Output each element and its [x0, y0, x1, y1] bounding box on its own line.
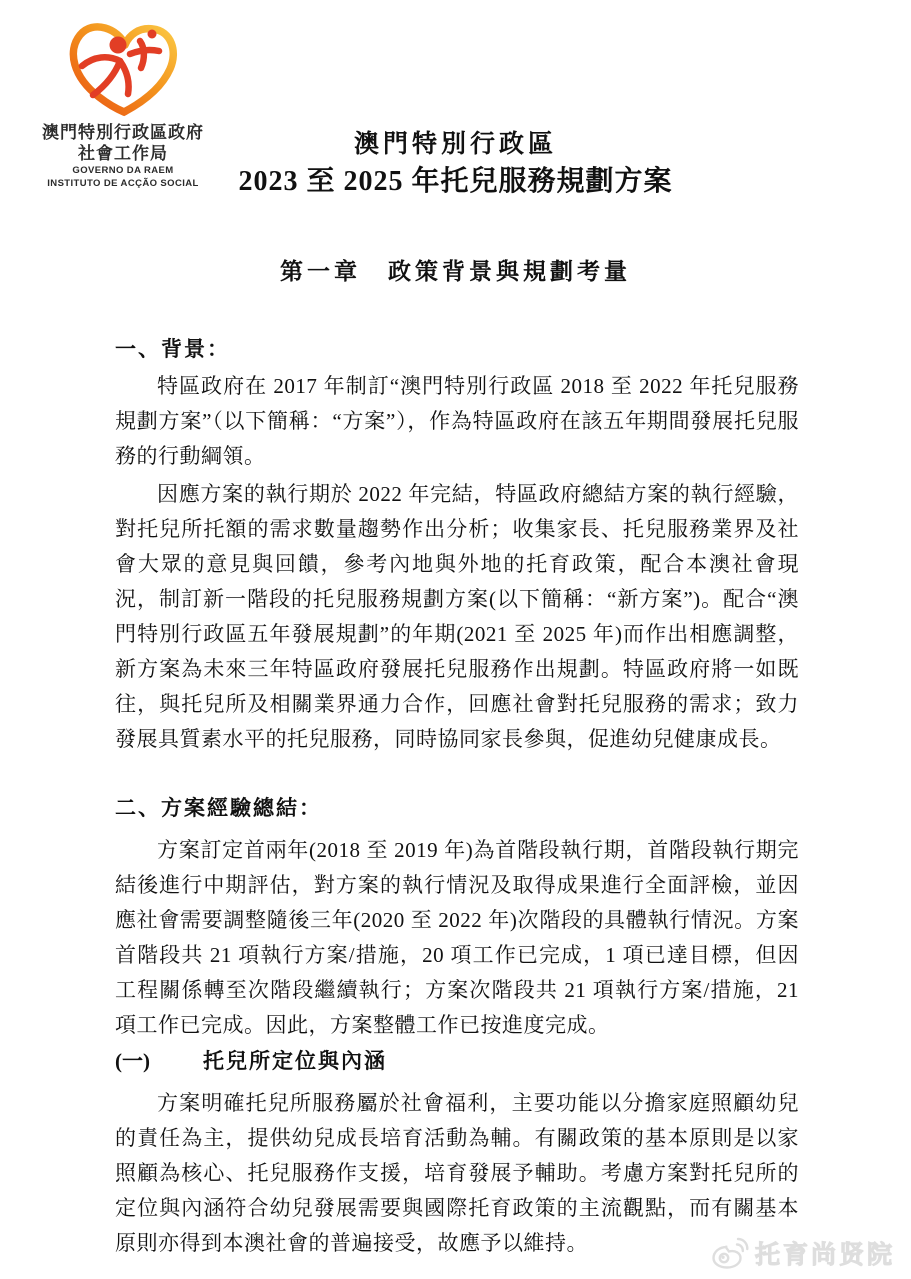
subsection-1-paragraph-1: 方案明確托兒所服務屬於社會福利，主要功能以分擔家庭照顧幼兒的責任為主，提供幼兒成長培育活動為輔。有關政策的基本原則是以家照顧為核心、托兒服務作支援，培育發展予輔助。考慮方案對托兒所的定位與內涵符合幼兒發展需要與國際托育政策的主流觀點，而有關基本原則亦得到本澳社會的普遍接受，故應予以維持。	[115, 1091, 799, 1255]
subsection-1-number: (一)	[115, 1049, 150, 1073]
subsection-1-heading	[115, 1046, 799, 1076]
org-logo-block	[28, 16, 218, 190]
section-1-paragraph-2: 因應方案的執行期於 2022 年完結，特區政府總結方案的執行經驗，對托兒所托額的需求數量趨勢作出分析；收集家長、托兒服務業界及社會大眾的意見與回饋，參考內地與外地的托育政策，配合本澳社會現況，制訂新一階段的托兒服務規劃方案(以下簡稱：“新方案”)。配合“澳門特別行政區五年發展規劃”的年期(2021 至 2025 年)而作出相應調整，新方案為未來三年特區政府發展托兒服務作出規劃。特區政府將一如既往，與托兒所及相關業界通力合作，回應社會對托兒服務的需求；致力發展具質素水平的托兒服務，同時協同家長參與，促進幼兒健康成長。	[115, 482, 799, 751]
figure-head-dot-small	[148, 30, 157, 39]
org-name-chinese-line2: 社會工作局	[78, 144, 168, 163]
section-1-heading: 一、背景：	[115, 337, 230, 361]
subsection-1-title: 托兒所定位與內涵	[203, 1049, 387, 1073]
document-title-line2: 2023 至 2025 年托兒服務規劃方案	[238, 166, 673, 197]
watermark-text: 托育尚贤院	[754, 1241, 895, 1269]
document-body	[115, 334, 799, 1261]
figure-head-dot	[110, 37, 127, 54]
section-2-heading: 二、方案經驗總結：	[115, 796, 322, 820]
document-title-line1: 澳門特別行政區	[353, 131, 557, 158]
chapter-heading: 第一章 政策背景與規劃考量	[280, 259, 631, 284]
section-2-paragraph-1: 方案訂定首兩年(2018 至 2019 年)為首階段執行期，首階段執行期完結後進行中期評估，對方案的執行情況及取得成果進行全面評檢，並因應社會需要調整隨後三年(2020 至 2022 年)次階段的具體執行情況。方案首階段共 21 項執行方案/措施，20 項工作已完成，1 項已達目標，但因工程關係轉至次階段繼續執行；方案次階段共 21 項執行方案/措施，21 項工作已完成。因此，方案整體工作已按進度完成。	[115, 838, 799, 1037]
section-1-paragraph-1: 特區政府在 2017 年制訂“澳門特別行政區 2018 至 2022 年托兒服務規劃方案”（以下簡稱：“方案”），作為特區政府在該五年期間發展托兒服務的行動綱領。	[115, 374, 799, 468]
org-name-portuguese-line1: GOVERNO DA RAEM	[72, 165, 174, 176]
heart-figures-logo-icon	[62, 16, 184, 118]
org-name-portuguese-line2: INSTITUTO DE ACÇÃO SOCIAL	[47, 178, 199, 189]
org-name-chinese-line1: 澳門特別行政區政府	[42, 123, 204, 142]
